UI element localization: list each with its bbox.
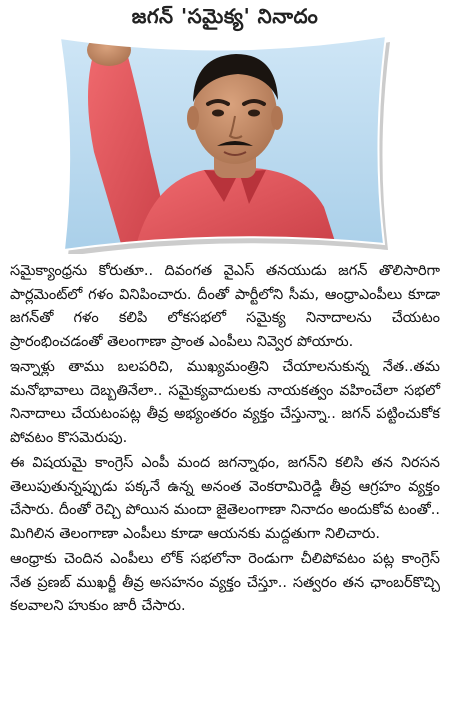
article-body — [10, 260, 440, 619]
article-paragraph: సమైక్యాంధ్రను కోరుతూ.. దివంగత వైఎస్ తనయుడు జగన్ తొలిసారిగా పార్లమెంట్‌లో గళం వినిపించారు. దీంతో పార్టీలోని సీమ, ఆంధ్రాఎంపీలు కూడా జగన్‌తో గళం కలిపి లోకసభలో సమైక్య నినాదాలను చేయటం ప్రారంభించడంతో తెలంగాణా ప్రాంత ఎంపీలు నివ్వెర పోయారు. — [10, 263, 440, 350]
portrait-photo — [54, 32, 392, 254]
article-paragraph: ఇన్నాళ్లు తాము బలపరిచి, ముఖ్యమంత్రిని చేయాలనుకున్న నేత..తమ మనోభావాలు దెబ్బతినేలా.. సమైక్యవాదులకు నాయకత్వం వహించేలా సభలో నినాదాలు చేయటంపట్ల తీవ్ర అభ్యంతరం వ్యక్తం చేస్తున్నా.. జగన్ పట్టించుకోక పోవటం కొసమెరుపు. — [10, 359, 440, 446]
article-paragraph: ఆంధ్రాకు చెందిన ఎంపీలు లోక్ సభలోనా రెండుగా చీలిపోవటం పట్ల కాంగ్రెస్ నేత ప్రణబ్ ముఖర్జీ తీవ్ర అసహనం వ్యక్తం చేస్తూ.. సత్వరం తన ఛాంబర్‌కొచ్చి కలవాలని హుకుం జారీ చేసారు. — [10, 551, 440, 614]
article-paragraph: ఈ విషయమై కాంగ్రెస్ ఎంపీ మంద జగన్నాథం, జగన్‌ని కలిసి తన నిరసన తెలుపుతున్నప్పుడు పక్కనే ఉన్న అనంత వెంకరామిరెడ్డి తీవ్ర ఆగ్రహం వ్యక్తం చేసారు. దీంతో రెచ్చి పోయిన మందా జైతెలంగాణా నినాదం అందుకోవ టంతో.. మిగిలిన తెలంగాణా ఎంపీలు కూడా ఆయనకు మద్దతుగా నిలిచారు. — [10, 455, 440, 542]
article-title: జగన్ 'సమైక్య' నినాదం — [131, 4, 319, 28]
